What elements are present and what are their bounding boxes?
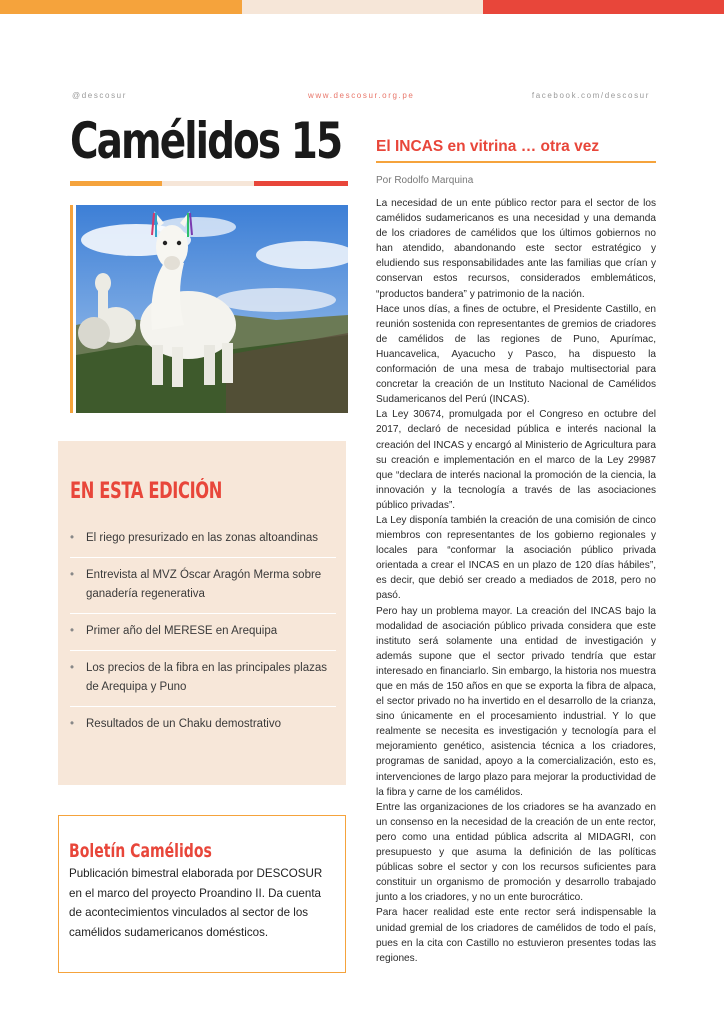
article-paragraph: Entre las organizaciones de los criadores se ha avanzado en un consenso en la necesidad de la creación de un ente rector, pero como una entidad pública adscrita al MIDAGRI, con presupuesto y que asuma la definición de las políticas públicas sobre el sector y con los recursos suficientes para constituir un organismo de promoción y desarrollo trabajado junto a los criadores, y no un ente burocrático. [376,801,656,904]
toc-item-label: Primer año del MERESE en Arequipa [86,625,278,637]
bullet-icon: • [70,625,75,637]
article-paragraph: Pero hay un problema mayor. La creación del INCAS bajo la modalidad de asociación público privada considera que este instituto será solamente una entidad de investigación y además supone que el sector privado tendría que estar interesado en financiarlo. Sin embargo, la historia nos muestra que en más de 150 años en que se exporta la fibra de alpaca, el sector privado no ha invertido en el desarrollo de la crianza, sino únicamente en el procesamiento industrial. Y lo que realmente se necesita es investigación y tecnología para el mejoramiento genético, asistencia técnica a los criadores, programas de sanidad, apoyo a la comercialización, esto es, intervenciones de largo plazo para mejorar la productividad de la fibra y carne de los camélidos. [376,605,656,798]
page-title: Camélidos 15 [70,112,342,170]
toc-list [70,521,336,743]
photo-accent-bar [70,205,73,413]
toc-item[interactable] [70,707,336,743]
article-paragraph: Para hacer realidad este ente rector será indispensable la unidad gremial de los criadores de camélidos de todo el país, pues en la cita con Castillo no estuvieron presentes todas las regiones. [376,907,656,964]
top-color-bar [0,0,724,14]
toc-item[interactable] [70,558,336,614]
article-title: El INCAS en vitrina … otra vez [376,138,600,155]
facebook-link[interactable]: facebook.com/descosur [531,91,650,100]
bulletin-title: Boletín Camélidos [69,840,212,862]
bulletin-box [58,815,346,973]
toc-item[interactable] [70,651,336,707]
title-underline [70,181,348,186]
alpaca-illustration [76,205,348,413]
article-paragraph: La Ley 30674, promulgada por el Congreso en octubre del 2017, declaró de necesidad pública e interés nacional la creación del INCAS y encargó al Ministerio de Agricultura para su creación e implementación en el marco de la Ley 29987 que “declara de interés nacional la promoción de la ciencia, la innovación y la tecnología a través de las asociaciones público privadas”. [376,409,656,511]
article-paragraph: La Ley disponía también la creación de una comisión de cinco miembros con representantes de los gobierno regionales y locales para “conformar la asociación público privada orientada a crear el INCAS en un plazo de 120 días hábiles”, es decir, que debió ser creado a mediados de 2018, pero no pasó. [376,514,656,602]
bullet-icon: • [70,569,75,581]
toc-item-label: Resultados de un Chaku demostrativo [86,718,281,730]
article-title-underline [376,161,656,163]
toc-item[interactable] [70,614,336,651]
toc-title: EN ESTA EDICIÓN [70,479,222,504]
alpaca-photo [76,205,348,413]
bulletin-description: Publicación bimestral elaborada por DESCOSUR en el marco del proyecto Proandino II. Da cuenta de acontecimientos vinculados al sector de los camélidos sudamericanos domésticos. [69,867,323,939]
toc-item-label: Entrevista al MVZ Óscar Aragón Merma sobre ganadería regenerativa [86,569,322,600]
social-handle: @descosur [72,91,127,100]
bullet-icon: • [70,532,75,544]
article-paragraph: Hace unos días, a fines de octubre, el Presidente Castillo, en reunión sostenida con representantes de gremios de criadores de camélidos de las regiones de Puno, Apurímac, Huancavelica, Ayacucho y Pasco, ha dispuesto la conformación de una mesa de trabajo multisectorial para concretar la creación de un Instituto Nacional de Camélidos Sudamericanos del Perú (INCAS). [376,303,656,406]
bullet-icon: • [70,718,75,730]
article-paragraph: La necesidad de un ente público rector para el sector de los camélidos sudamericanos es una necesidad y una demanda de los criadores de camélidos que los últimos gobiernos no han atendido, abandonando este sector estratégico y eludiendo sus responsabilidades ante las familias que crían y conservan estos recursos, considerados emblemáticos, “productos bandera” y patrimonio de la nación. [376,198,656,300]
toc-item-label: Los precios de la fibra en las principales plazas de Arequipa y Puno [86,662,327,693]
table-of-contents [58,441,346,785]
bullet-icon: • [70,662,75,674]
article-byline: Por Rodolfo Marquina [376,175,474,186]
website-link[interactable]: www.descosur.org.pe [308,91,415,100]
article-body [376,196,656,966]
toc-item-label: El riego presurizado en las zonas altoandinas [86,532,319,544]
toc-item[interactable] [70,521,336,558]
